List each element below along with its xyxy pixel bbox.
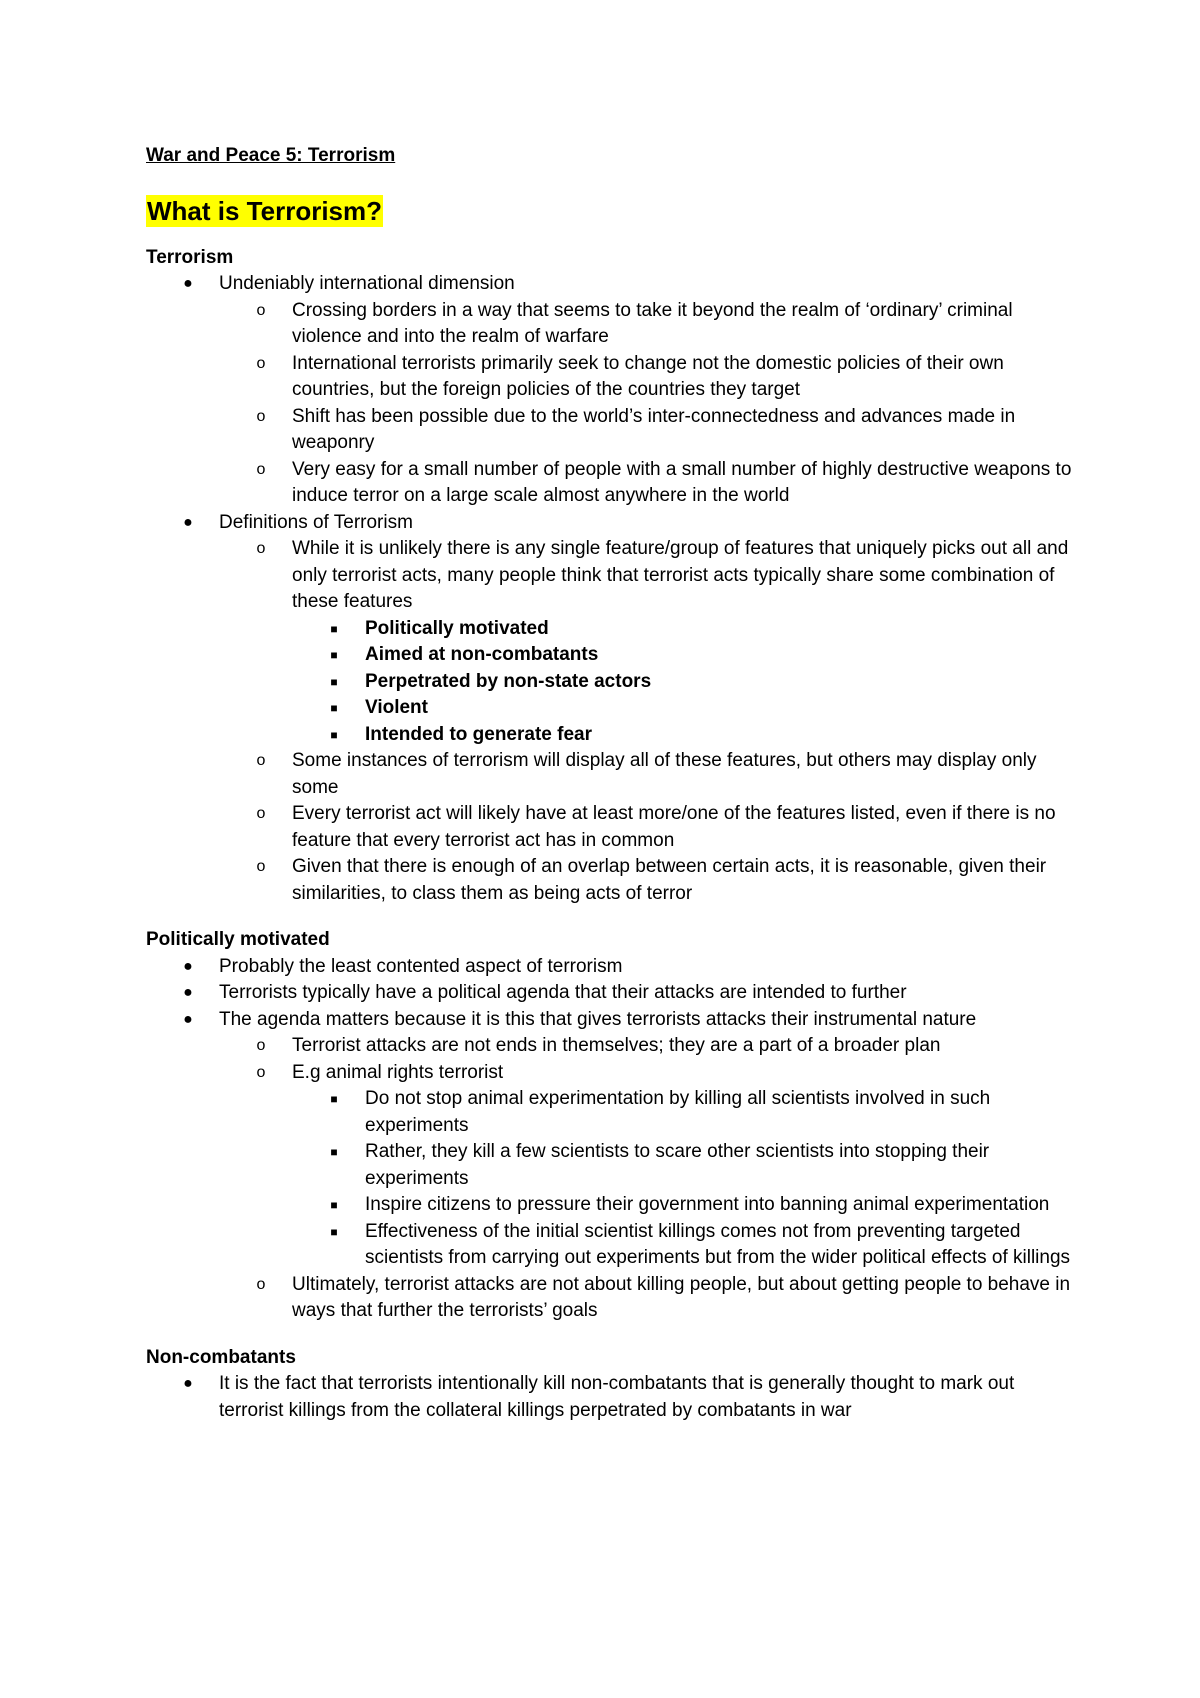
- circle-bullet-icon: o: [256, 858, 266, 875]
- bullet-list-level-1: [146, 1371, 1076, 1424]
- list-item-text: Violent: [365, 697, 428, 718]
- list-item: [219, 351, 1076, 404]
- list-item: [146, 1371, 1076, 1424]
- list-item-text: International terrorists primarily seek to change not the domestic policies of their own countries, but the foreign policies of the countries they target: [292, 352, 1004, 400]
- list-item-text: Effectiveness of the initial scientist killings comes not from preventing targeted scientists from carrying out experiments but from the wider political effects of killings: [365, 1220, 1071, 1268]
- list-item-text: Politically motivated: [365, 617, 549, 639]
- bullet-list-level-1: [146, 271, 1076, 907]
- list-item: [292, 1192, 1076, 1219]
- bullet-list-level-2: [146, 536, 1076, 907]
- list-item-text: Given that there is enough of an overlap between certain acts, it is reasonable, given their similarities, to class them as being acts of terror: [292, 856, 1047, 904]
- main-heading: What is Terrorism?: [147, 196, 383, 226]
- list-item-text: Undeniably international dimension: [219, 273, 515, 294]
- list-item-text: Probably the least contented aspect of terrorism: [219, 955, 623, 977]
- document-page: [146, 143, 1076, 1424]
- square-bullet-icon: ■: [330, 1145, 338, 1159]
- list-item: [146, 954, 1076, 981]
- disc-bullet-icon: ●: [183, 1375, 193, 1392]
- list-item: [219, 1272, 1076, 1325]
- circle-bullet-icon: o: [256, 407, 266, 425]
- disc-bullet-icon: ●: [183, 275, 193, 292]
- list-item: [146, 1007, 1076, 1325]
- bullet-list-level-3: [219, 1086, 1076, 1272]
- list-item: [292, 1219, 1076, 1272]
- section: [146, 1345, 1076, 1425]
- square-bullet-icon: ■: [330, 648, 338, 662]
- list-item-text: Inspire citizens to pressure their government into banning animal experimentation: [365, 1194, 1050, 1215]
- list-item: [146, 980, 1076, 1007]
- section: [146, 245, 1076, 908]
- list-item: [219, 536, 1076, 748]
- circle-bullet-icon: o: [256, 1275, 266, 1293]
- bullet-list-level-1: [146, 954, 1076, 1325]
- square-bullet-icon: ■: [330, 701, 338, 715]
- list-item: [292, 642, 1076, 669]
- disc-bullet-icon: ●: [183, 513, 193, 531]
- square-bullet-icon: ■: [330, 1198, 338, 1212]
- list-item-text: Terrorists typically have a political agenda that their attacks are intended to further: [219, 982, 907, 1003]
- list-item-text: Crossing borders in a way that seems to take it beyond the realm of ‘ordinary’ criminal violence and into the realm of warfare: [292, 299, 1013, 347]
- list-item: [219, 298, 1076, 351]
- list-item-text: The agenda matters because it is this that gives terrorists attacks their instrumental nature: [219, 1008, 977, 1030]
- section-heading: Non-combatants: [146, 1346, 296, 1368]
- square-bullet-icon: ■: [330, 621, 338, 636]
- circle-bullet-icon: o: [256, 1063, 266, 1081]
- bullet-list-level-3: [219, 616, 1076, 749]
- list-item-text: Every terrorist act will likely have at least more/one of the features listed, even if there is no feature that every terrorist act has in common: [292, 803, 1056, 851]
- section: [146, 927, 1076, 1325]
- square-bullet-icon: ■: [330, 674, 338, 689]
- list-item-text: It is the fact that terrorists intentionally kill non-combatants that is generally thought to mark out terrorist killings from the collateral killings perpetrated by combatants in war: [219, 1373, 1015, 1421]
- main-heading-wrap: [146, 169, 1076, 229]
- list-item: [146, 510, 1076, 908]
- square-bullet-icon: ■: [330, 1092, 338, 1106]
- circle-bullet-icon: o: [256, 1037, 266, 1054]
- list-item: [219, 1060, 1076, 1272]
- circle-bullet-icon: o: [256, 460, 266, 478]
- document-title: War and Peace 5: Terrorism: [146, 145, 396, 166]
- list-item-text: E.g animal rights terrorist: [292, 1061, 504, 1083]
- list-item-text: Aimed at non-combatants: [365, 644, 599, 665]
- square-bullet-icon: ■: [330, 727, 338, 742]
- list-item: [219, 404, 1076, 457]
- list-item: [292, 722, 1076, 749]
- list-item: [292, 1139, 1076, 1192]
- bullet-list-level-2: [146, 298, 1076, 510]
- list-item: [219, 1033, 1076, 1060]
- sections-container: [146, 245, 1076, 1425]
- disc-bullet-icon: ●: [183, 957, 193, 975]
- list-item: [292, 695, 1076, 722]
- list-item: [292, 669, 1076, 696]
- list-item: [292, 616, 1076, 643]
- list-item-text: Rather, they kill a few scientists to scare other scientists into stopping their experiments: [365, 1141, 990, 1189]
- circle-bullet-icon: o: [256, 301, 266, 319]
- list-item-text: While it is unlikely there is any single feature/group of features that uniquely picks out all and only terrorist acts, many people think that terrorist acts typically share some combination of these features: [292, 538, 1069, 612]
- disc-bullet-icon: ●: [183, 984, 193, 1001]
- list-item-text: Some instances of terrorism will display all of these features, but others may display only some: [292, 750, 1037, 798]
- circle-bullet-icon: o: [256, 354, 266, 372]
- list-item-text: Definitions of Terrorism: [219, 511, 413, 533]
- list-item: [292, 1086, 1076, 1139]
- list-item-text: Ultimately, terrorist attacks are not about killing people, but about getting people to behave in ways that further the terrorists’ goals: [292, 1273, 1071, 1321]
- list-item: [219, 457, 1076, 510]
- list-item-text: Terrorist attacks are not ends in themselves; they are a part of a broader plan: [292, 1035, 941, 1056]
- list-item: [146, 271, 1076, 510]
- list-item-text: Intended to generate fear: [365, 723, 592, 745]
- list-item-text: Perpetrated by non-state actors: [365, 670, 652, 692]
- section-heading: Politically motivated: [146, 929, 330, 950]
- circle-bullet-icon: o: [256, 752, 266, 769]
- circle-bullet-icon: o: [256, 805, 266, 822]
- bullet-list-level-2: [146, 1033, 1076, 1325]
- list-item: [219, 801, 1076, 854]
- circle-bullet-icon: o: [256, 540, 266, 557]
- list-item-text: Do not stop animal experimentation by killing all scientists involved in such experiments: [365, 1088, 991, 1136]
- section-heading: Terrorism: [146, 246, 234, 268]
- square-bullet-icon: ■: [330, 1224, 338, 1239]
- disc-bullet-icon: ●: [183, 1010, 193, 1028]
- list-item-text: Shift has been possible due to the world’s inter-connectedness and advances made in weaponry: [292, 405, 1016, 453]
- list-item-text: Very easy for a small number of people with a small number of highly destructive weapons to induce terror on a large scale almost anywhere in the world: [292, 458, 1072, 506]
- list-item: [219, 854, 1076, 907]
- list-item: [219, 748, 1076, 801]
